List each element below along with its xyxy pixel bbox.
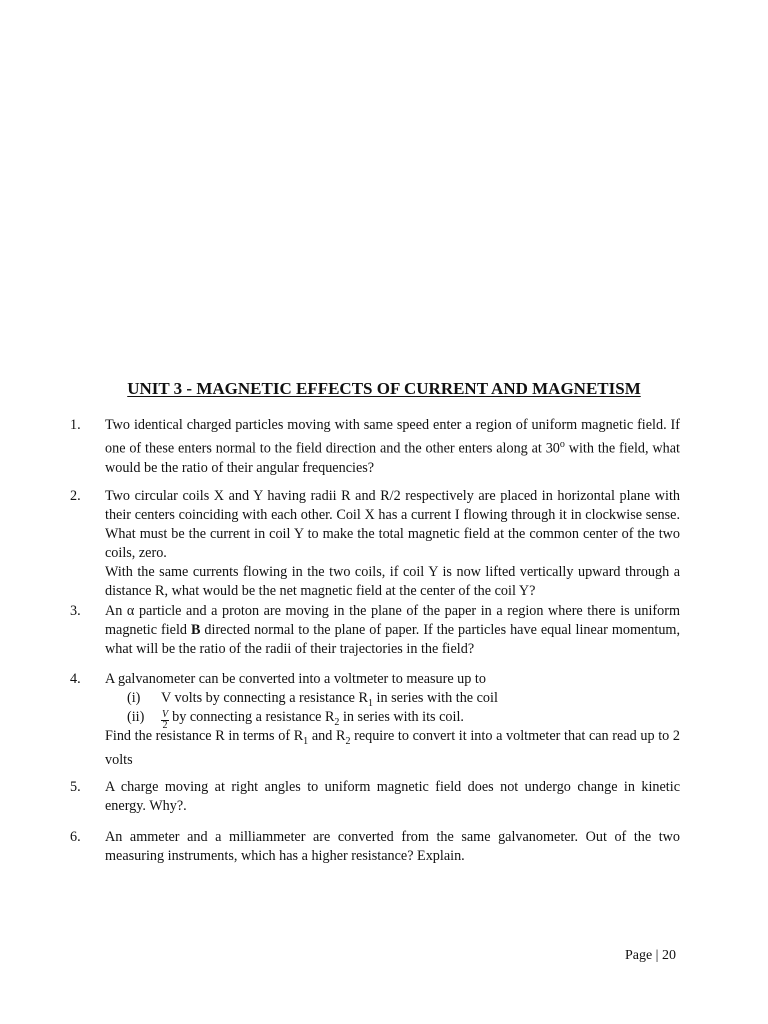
question-text: An α particle and a proton are moving in the plane of the paper in a region where there is uniform magnetic field B directed normal to the plane of paper. If the particles have equal linear momentum, what will be the ratio of the radii of their trajectories in the field? (105, 603, 681, 657)
question-number: 5. (70, 779, 81, 795)
question-text: Two identical charged particles moving with same speed enter a region of uniform magnetic field. If one of these enters normal to the field direction and the other enters along at 30$^o$ with the field, what would be the ratio of their angular frequencies? (105, 417, 680, 476)
question-text: A charge moving at right angles to uniform magnetic field does not undergo change in kinetic energy. Why?. (105, 779, 680, 814)
question-number: 4. (70, 671, 81, 687)
fraction: $\frac{V}{2}$ (162, 709, 169, 731)
question-4 (70, 670, 680, 770)
question-paragraph: Two circular coils X and Y having radii R and R/2 respectively are placed in horizontal plane with their centers coinciding with each other. Coil X has a current I flowing through it in clockwise sense. What must be the current in coil Y to make the total magnetic field at the common center of the two coils, zero. (105, 488, 680, 561)
page-title: UNIT 3 - MAGNETIC EFFECTS OF CURRENT AND MAGNETISM (127, 379, 641, 398)
page-number: Page | 20 (624, 948, 676, 963)
question-number: 2. (70, 488, 81, 504)
sub-item-i: (i) V volts by connecting a resistance $R_1$ in series with the coil (127, 690, 498, 709)
question-number: 1. (70, 417, 81, 433)
question-2 (70, 487, 680, 601)
question-6 (70, 828, 680, 866)
question-number: 3. (70, 603, 81, 619)
question-text (105, 487, 680, 601)
question-text: A galvanometer can be converted into a voltmeter to measure up to (i) V volts by connecting a resistance $R_1$ in series with the coil (ii) $\frac{V}{2}$ by connecting a resistance $R_2$ in series with its coil. Find the resistance R in terms of $R_1$ and $R_2$ require to convert it into a voltmeter that can read up to 2 volts (105, 671, 681, 768)
question-number: 6. (70, 829, 81, 845)
sub-item-ii: (ii) $\frac{V}{2}$ by connecting a resistance $R_2$ in series with its coil. (127, 709, 464, 731)
question-5 (70, 778, 680, 816)
question-3 (70, 602, 680, 659)
question-1 (70, 416, 680, 478)
question-text: An ammeter and a milliammeter are converted from the same galvanometer. Out of the two measuring instruments, which has a higher resistance? Explain. (105, 829, 680, 864)
question-paragraph: With the same currents flowing in the two coils, if coil Y is now lifted vertically upward through a distance R, what would be the net magnetic field at the center of the coil Y? (105, 564, 680, 599)
